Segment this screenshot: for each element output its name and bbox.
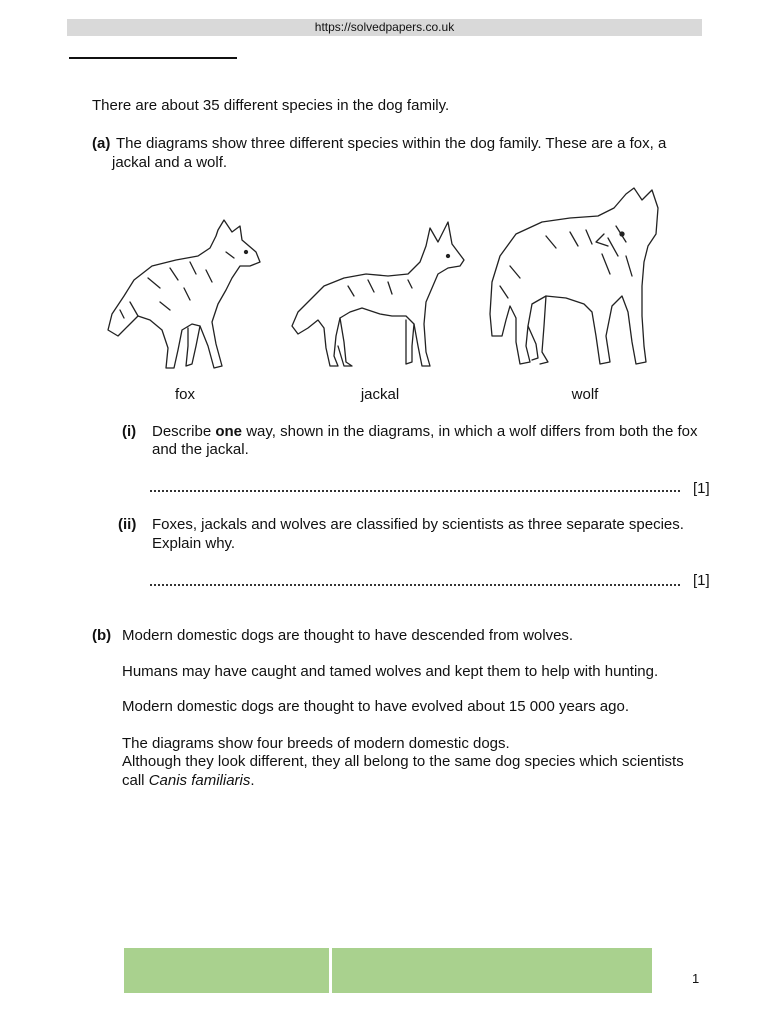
caption-fox: fox xyxy=(174,386,195,403)
part-b-para1: Modern domestic dogs are thought to have descended from wolves. xyxy=(122,627,574,644)
part-b-para3: Modern domestic dogs are thought to have evolved about 15 000 years ago. xyxy=(122,698,630,715)
q2-mark: [1] xyxy=(693,572,710,589)
part-b-para4-line3: call Canis familiaris. xyxy=(122,772,255,789)
q1-text-line2: and the jackal. xyxy=(152,441,249,458)
intro-text: There are about 35 different species in the dog family. xyxy=(92,97,450,114)
page-number: 1 xyxy=(692,971,700,986)
part-b-para2: Humans may have caught and tamed wolves and kept them to help with hunting. xyxy=(122,663,659,680)
part-a-label: (a) xyxy=(92,135,111,152)
q2-text-line2: Explain why. xyxy=(152,535,236,552)
part-b-label: (b) xyxy=(92,627,112,644)
wolf-illustration xyxy=(486,186,666,376)
q1-mark: [1] xyxy=(693,480,710,497)
footer-cell-right xyxy=(332,948,652,993)
source-link[interactable]: https://solvedpapers.co.uk xyxy=(314,20,455,34)
part-b-para4-line2: Although they look different, they all belong to the same dog species which scientists xyxy=(122,753,684,770)
part-a-text-line1: The diagrams show three different species within the dog family. These are a fox, a xyxy=(116,135,667,152)
part-a-text-line2: jackal and a wolf. xyxy=(112,154,228,171)
fox-illustration xyxy=(100,218,270,373)
q2-label: (ii) xyxy=(118,516,137,533)
page-header-bar xyxy=(67,19,702,36)
jackal-illustration xyxy=(288,216,468,376)
q1-text-line1: Describe one way, shown in the diagrams, in which a wolf differs from both the fox xyxy=(152,423,698,440)
top-rule xyxy=(69,57,237,59)
caption-jackal: jackal xyxy=(360,386,400,403)
q2-text-line1: Foxes, jackals and wolves are classified by scientists as three separate species. xyxy=(152,516,684,533)
part-b-para4-line1: The diagrams show four breeds of modern domestic dogs. xyxy=(122,735,510,752)
q2-answer-line[interactable] xyxy=(150,584,680,586)
footer-cell-left xyxy=(124,948,329,993)
q1-label: (i) xyxy=(122,423,137,440)
caption-wolf: wolf xyxy=(571,386,599,403)
q1-answer-line[interactable] xyxy=(150,490,680,492)
